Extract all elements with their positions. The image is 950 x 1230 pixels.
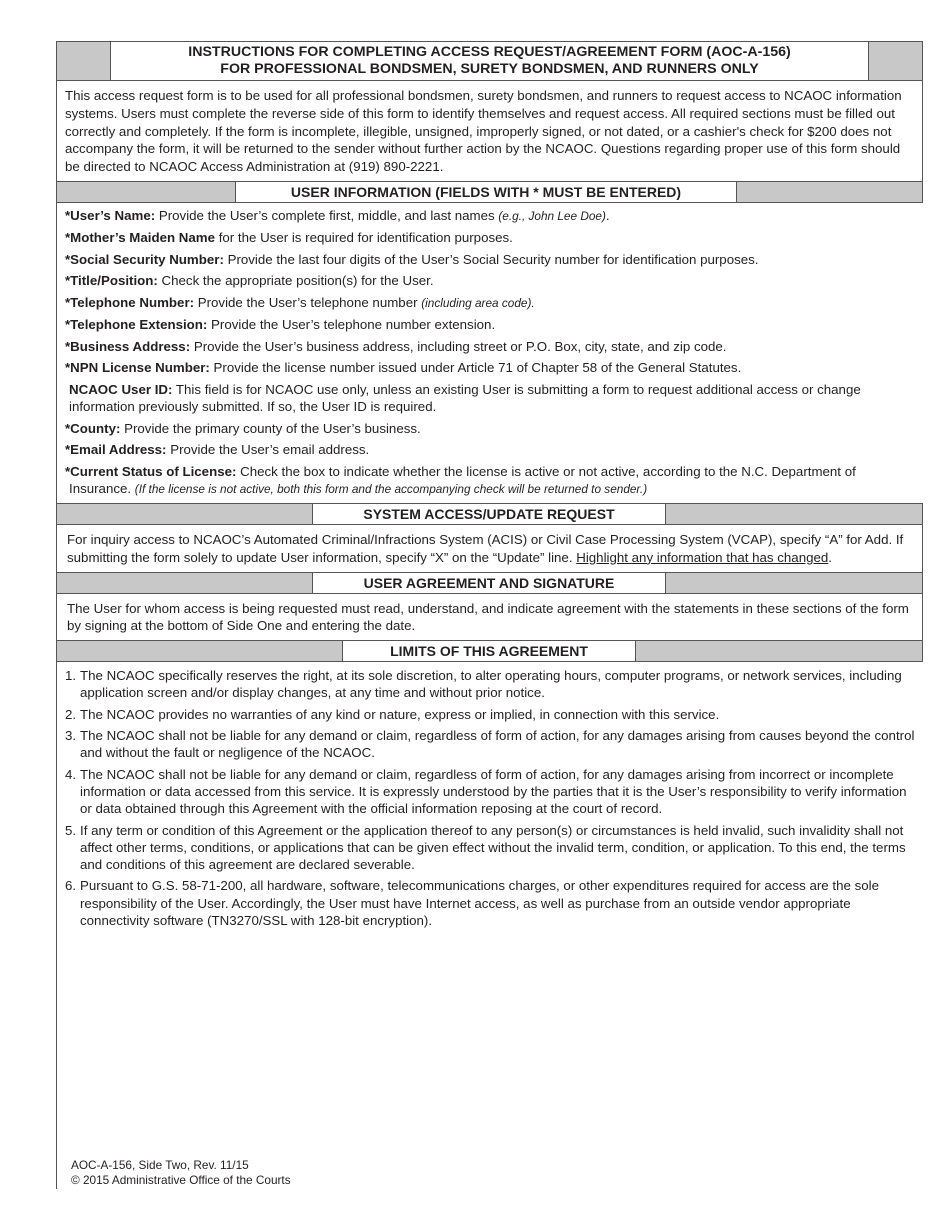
field-npn-license-number: *NPN License Number: Provide the license number issued under Article 71 of Chapter 58 of the General Statutes. <box>65 360 742 376</box>
field-users-name: *User’s Name: Provide the User’s complete first, middle, and last names (e.g., John Lee Doe). <box>65 207 610 223</box>
instruction-form <box>56 41 923 1189</box>
section-header-user-info <box>57 181 923 203</box>
limits-item: 4. The NCAOC shall not be liable for any demand or claim, regardless of form of action, for any damages arising from incorrect or incomplete information or data accessed from this service. It is expressly understood by the parties that it is the User’s responsibility to verify information or data obtained through this Agreement with the official information reposing at the court of record. <box>65 766 907 817</box>
field-county: *County: Provide the primary county of the User’s business. <box>65 420 421 436</box>
field-ssn: *Social Security Number: Provide the last four digits of the User’s Social Security number for identification purposes. <box>65 251 759 267</box>
title-bar-left-fill <box>57 42 110 80</box>
section-title-agreement: USER AGREEMENT AND SIGNATURE <box>312 573 666 593</box>
section-title-user-info: USER INFORMATION (FIELDS WITH * MUST BE ENTERED) <box>235 182 737 202</box>
limits-item: 6. Pursuant to G.S. 58-71-200, all hardware, software, telecommunications charges, or other expenditures required for access are the sole responsibility of the User. Accordingly, the User must have Internet access, as well as purchase from an outside vendor appropriate connectivity software (TN3270/SSL with 128-bit encryption). <box>65 878 879 929</box>
form-footer <box>71 1158 291 1188</box>
field-email-address: *Email Address: Provide the User’s email address. <box>65 442 370 458</box>
title-bar <box>57 42 923 81</box>
limits-list <box>57 662 923 929</box>
intro-paragraph: This access request form is to be used for all professional bondsmen, surety bondsmen, and runners to request access to NCAOC information systems. Users must complete the reverse side of this form to identify themselves and request access. All required sections must be filled out correctly and completely. If the form is incomplete, illegible, unsigned, improperly signed, or not dated, or a cashier's check for $200 does not accompany the form, it will be returned to the sender without further action by the NCAOC. Questions regarding proper use of this form should be directed to NCAOC Access Administration at (919) 890-2221. <box>57 81 923 181</box>
form-title <box>110 42 869 80</box>
field-license-status: *Current Status of License: Check the box to indicate whether the license is active or not active, according to the N.C. Department of Insurance. (If the license is not active, both this form and the accompanying check will be returned to sender.) <box>65 463 856 497</box>
field-telephone-extension: *Telephone Extension: Provide the User’s telephone number extension. <box>65 317 496 333</box>
section-header-system-access <box>57 503 923 525</box>
section-title-system-access: SYSTEM ACCESS/UPDATE REQUEST <box>312 504 666 524</box>
limits-item: 5. If any term or condition of this Agreement or the application thereof to any person(s) or circumstances is held invalid, such invalidity shall not affect other terms, conditions, or applications that can be given effect without the invalid term, condition, or application. To this end, the terms and conditions of this agreement are declared severable. <box>65 822 906 873</box>
form-title-line-1: INSTRUCTIONS FOR COMPLETING ACCESS REQUEST/AGREEMENT FORM (AOC-A-156) <box>188 44 791 60</box>
form-revision: AOC-A-156, Side Two, Rev. 11/15 <box>71 1158 249 1172</box>
title-bar-right-fill <box>869 42 922 80</box>
limits-item: 2. The NCAOC provides no warranties of any kind or nature, express or implied, in connection with this service. <box>65 706 720 722</box>
field-title-position: *Title/Position: Check the appropriate position(s) for the User. <box>65 273 434 289</box>
section-header-limits <box>57 640 923 662</box>
field-telephone-number: *Telephone Number: Provide the User’s telephone number (including area code). <box>65 294 535 310</box>
field-ncaoc-user-id: NCAOC User ID: This field is for NCAOC use only, unless an existing User is submitting a form to request additional access or change information previously submitted. If so, the User ID is required. <box>69 381 861 415</box>
form-title-line-2: FOR PROFESSIONAL BONDSMEN, SURETY BONDSMEN, AND RUNNERS ONLY <box>220 61 759 77</box>
limits-item: 1. The NCAOC specifically reserves the right, at its sole discretion, to alter operating hours, computer programs, or network services, including application screen and/or display changes, at any time and without prior notice. <box>65 668 902 701</box>
field-mothers-maiden-name: *Mother’s Maiden Name for the User is required for identification purposes. <box>65 230 513 246</box>
field-business-address: *Business Address: Provide the User’s business address, including street or P.O. Box, city, state, and zip code. <box>65 338 727 354</box>
user-info-field-list <box>57 203 923 499</box>
limits-item: 3. The NCAOC shall not be liable for any demand or claim, regardless of form of action, for any damages arising from causes beyond the control and without the fault or negligence of the NCAOC. <box>65 728 915 761</box>
section-header-agreement <box>57 572 923 594</box>
section-title-limits: LIMITS OF THIS AGREEMENT <box>342 641 636 661</box>
agreement-paragraph: The User for whom access is being requested must read, understand, and indicate agreement with the statements in these sections of the form by signing at the bottom of Side One and entering the date. <box>57 594 923 641</box>
copyright: © 2015 Administrative Office of the Courts <box>71 1173 291 1187</box>
system-access-paragraph: For inquiry access to NCAOC’s Automated Criminal/Infractions System (ACIS) or Civil Case Processing System (VCAP), specify “A” for Add. If submitting the form solely to update User information, specify “X” on the “Update” line. Highlight any information that has changed. <box>57 525 923 572</box>
